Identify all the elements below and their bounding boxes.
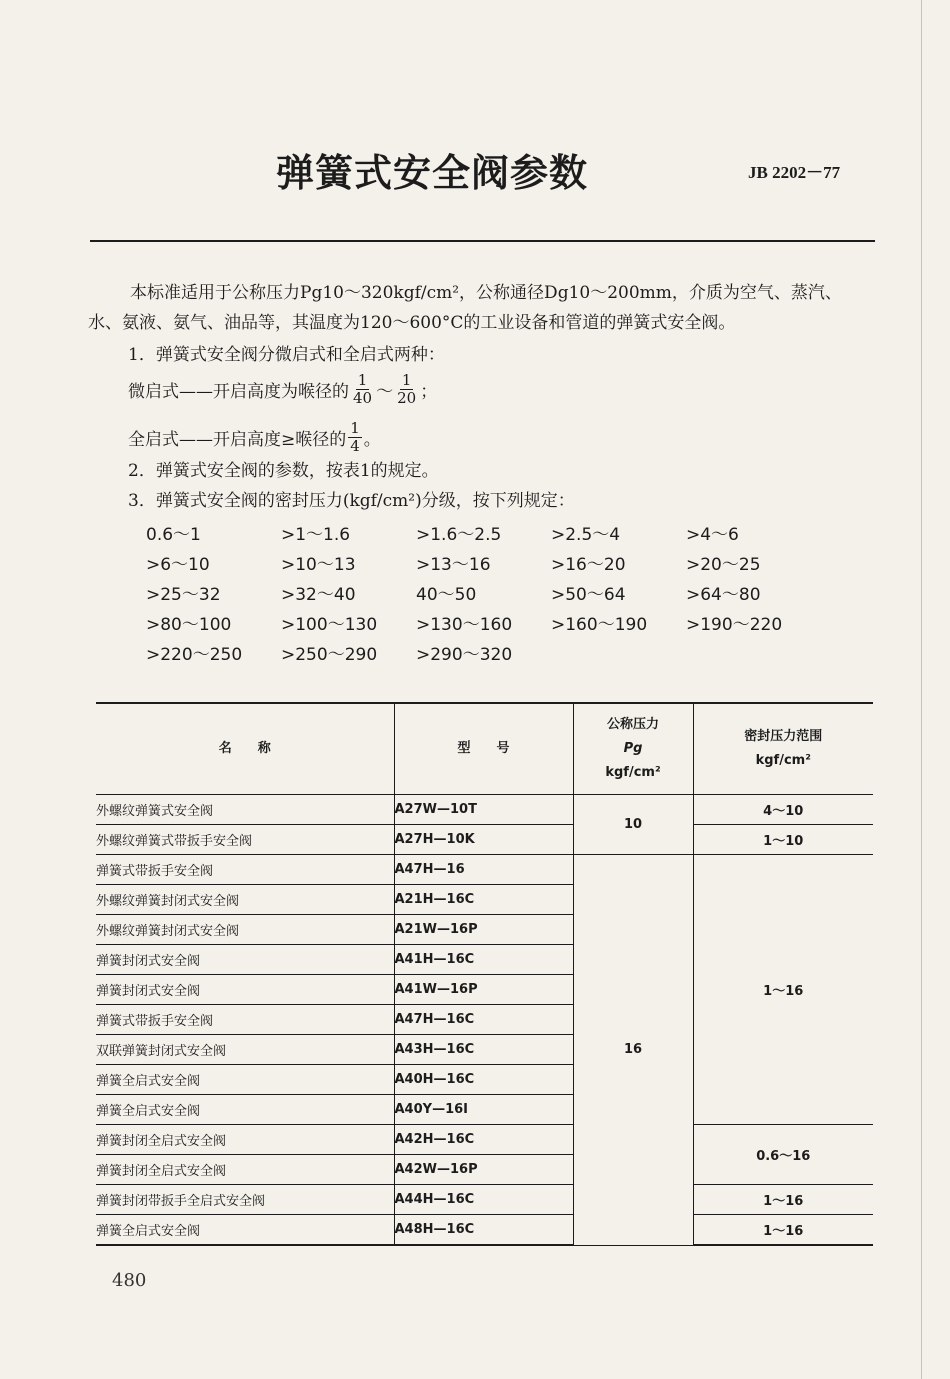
pressure-grade: >80～100 xyxy=(146,615,232,635)
page-title: 弹簧式安全阀参数 xyxy=(276,151,589,195)
pressure-grade: >13～16 xyxy=(416,555,491,575)
pressure-grade-list xyxy=(146,520,826,670)
fraction-denominator: 40 xyxy=(353,388,373,407)
table-row xyxy=(96,1215,873,1246)
valve-name: 弹簧全启式安全阀 xyxy=(96,1065,394,1095)
fraction-1-20 xyxy=(395,372,418,407)
formula-suffix: ； xyxy=(420,381,438,402)
header-name: 名 称 xyxy=(96,703,394,795)
valve-name: 外螺纹弹簧式安全阀 xyxy=(96,795,394,825)
fraction-denominator: 20 xyxy=(397,388,417,407)
full-lift-text: 全启式——开启高度≥喉径的 xyxy=(128,429,347,450)
fraction-numerator: 1 xyxy=(357,370,368,389)
pressure-grade: 40～50 xyxy=(416,585,477,605)
clause-2: 2．弹簧式安全阀的参数，按表1的规定。 xyxy=(128,461,439,481)
page-edge xyxy=(921,0,922,1379)
valve-name: 弹簧封闭全启式安全阀 xyxy=(96,1125,394,1155)
micro-lift-formula xyxy=(128,368,437,410)
header-nominal-pressure xyxy=(573,703,693,795)
pressure-grade: >25～32 xyxy=(146,585,221,605)
title-rule xyxy=(90,240,875,242)
intro-line-2: 水、氨液、氨气、油品等，其温度为120～600°C的工业设备和管道的弹簧式安全阀。 xyxy=(88,313,736,333)
table-row xyxy=(96,855,873,885)
seal-pressure-range: 1～16 xyxy=(693,1185,873,1215)
fraction-denominator: 4 xyxy=(350,436,360,455)
seal-pressure-range: 1～16 xyxy=(693,1215,873,1246)
pressure-grade: >1.6～2.5 xyxy=(416,525,502,545)
valve-name: 弹簧式带扳手安全阀 xyxy=(96,855,394,885)
intro-line-1: 本标准适用于公称压力Pg10～320kgf/cm²，公称通径Dg10～200mm，介质为空气、蒸汽、 xyxy=(130,283,842,303)
valve-model: A41W—16P xyxy=(394,975,573,1005)
table-row xyxy=(96,1185,873,1215)
pressure-grade: >1～1.6 xyxy=(281,525,351,545)
pressure-grade: >32～40 xyxy=(281,585,356,605)
valve-model: A47H—16 xyxy=(394,855,573,885)
header-seal-unit: kgf/cm² xyxy=(755,753,811,768)
table-row xyxy=(96,825,873,855)
header-pg-symbol: Pg xyxy=(623,741,643,756)
table-row xyxy=(96,795,873,825)
valve-model: A27W—10T xyxy=(394,795,573,825)
seal-pressure-range: 4～10 xyxy=(693,795,873,825)
pressure-grade: >220～250 xyxy=(146,645,243,665)
valve-name: 弹簧封闭带扳手全启式安全阀 xyxy=(96,1185,394,1215)
pressure-grade: >100～130 xyxy=(281,615,378,635)
valve-model: A47H—16C xyxy=(394,1005,573,1035)
valve-name: 弹簧封闭式安全阀 xyxy=(96,975,394,1005)
nominal-pressure: 16 xyxy=(573,855,693,1246)
valve-name: 弹簧全启式安全阀 xyxy=(96,1215,394,1246)
fraction-numerator: 1 xyxy=(350,418,360,437)
pressure-grade: >2.5～4 xyxy=(551,525,621,545)
valve-model: A40Y—16I xyxy=(394,1095,573,1125)
seal-pressure-range: 1～10 xyxy=(693,825,873,855)
header-model: 型 号 xyxy=(394,703,573,795)
pressure-grade: >190～220 xyxy=(686,615,783,635)
valve-model: A21H—16C xyxy=(394,885,573,915)
valve-model: A40H—16C xyxy=(394,1065,573,1095)
pressure-grade: >20～25 xyxy=(686,555,761,575)
seal-pressure-range: 0.6～16 xyxy=(693,1125,873,1185)
pressure-grade: 0.6～1 xyxy=(146,525,201,545)
pressure-grade: >250～290 xyxy=(281,645,378,665)
clause-3: 3．弹簧式安全阀的密封压力(kgf/cm²)分级，按下列规定： xyxy=(128,491,575,511)
header-pg-label: 公称压力 xyxy=(606,717,659,732)
fraction-1-40 xyxy=(351,372,374,407)
valve-model: A43H—16C xyxy=(394,1035,573,1065)
valve-model: A44H—16C xyxy=(394,1185,573,1215)
seal-pressure-range: 1～16 xyxy=(693,855,873,1125)
nominal-pressure: 10 xyxy=(573,795,693,855)
valve-model: A21W—16P xyxy=(394,915,573,945)
pressure-grade: >6～10 xyxy=(146,555,210,575)
valve-model: A27H—10K xyxy=(394,825,573,855)
header-seal-label: 密封压力范围 xyxy=(744,729,823,744)
valve-name: 弹簧式带扳手安全阀 xyxy=(96,1005,394,1035)
valve-parameter-table xyxy=(96,702,873,1246)
header-seal-pressure xyxy=(693,703,873,795)
micro-lift-text: 微启式——开启高度为喉径的 xyxy=(128,381,349,402)
valve-name: 双联弹簧封闭式安全阀 xyxy=(96,1035,394,1065)
full-lift-formula xyxy=(128,416,381,458)
table-header-row xyxy=(96,703,873,795)
pressure-grade: >4～6 xyxy=(686,525,739,545)
valve-model: A42W—16P xyxy=(394,1155,573,1185)
page-number: 480 xyxy=(112,1270,147,1291)
valve-model: A48H—16C xyxy=(394,1215,573,1246)
fraction-1-4 xyxy=(348,420,362,455)
formula-suffix: 。 xyxy=(363,429,381,450)
table-row xyxy=(96,1125,873,1155)
valve-name: 外螺纹弹簧封闭式安全阀 xyxy=(96,915,394,945)
clause-1: 1．弹簧式安全阀分微启式和全启式两种： xyxy=(128,345,445,365)
valve-name: 弹簧全启式安全阀 xyxy=(96,1095,394,1125)
pressure-grade: >16～20 xyxy=(551,555,626,575)
pressure-grade: >160～190 xyxy=(551,615,648,635)
header-pg-unit: kgf/cm² xyxy=(605,765,661,780)
valve-name: 外螺纹弹簧封闭式安全阀 xyxy=(96,885,394,915)
range-separator: ～ xyxy=(376,381,394,402)
pressure-grade: >130～160 xyxy=(416,615,513,635)
valve-name: 弹簧封闭全启式安全阀 xyxy=(96,1155,394,1185)
valve-name: 外螺纹弹簧式带扳手安全阀 xyxy=(96,825,394,855)
valve-model: A42H—16C xyxy=(394,1125,573,1155)
valve-model: A41H—16C xyxy=(394,945,573,975)
pressure-grade: >290～320 xyxy=(416,645,513,665)
pressure-grade: >64～80 xyxy=(686,585,761,605)
standard-code: JB 2202－77 xyxy=(748,163,841,182)
pressure-grade: >50～64 xyxy=(551,585,626,605)
fraction-numerator: 1 xyxy=(401,370,412,389)
pressure-grade: >10～13 xyxy=(281,555,356,575)
valve-name: 弹簧封闭式安全阀 xyxy=(96,945,394,975)
